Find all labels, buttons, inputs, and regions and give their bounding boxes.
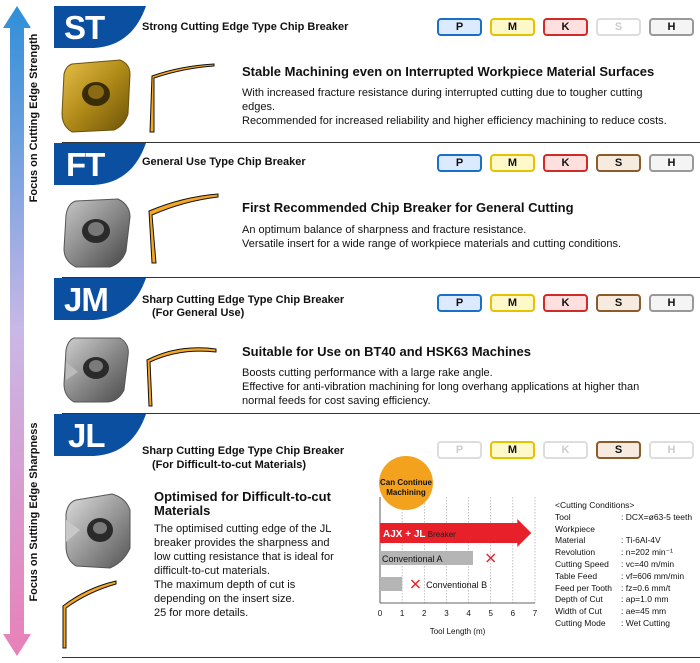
- bar-label-main: AJX + JL: [383, 529, 426, 540]
- section-desc-2: Versatile insert for a wide range of workpiece materials and cutting conditions.: [242, 238, 622, 250]
- section-desc-3: normal feeds for cost saving efficiency.: [242, 395, 431, 407]
- material-m: M: [490, 154, 535, 172]
- section-desc-3: low cutting resistance that is ideal for: [154, 551, 334, 563]
- x-tick-label: 6: [510, 609, 516, 618]
- jm-insert-image: [58, 332, 136, 408]
- section-desc-2: breaker provides the sharpness and: [154, 537, 330, 549]
- material-h: H: [649, 154, 694, 172]
- condition-row: [555, 618, 692, 630]
- material-m: M: [490, 294, 535, 312]
- bar-label-sub: Breaker: [425, 530, 456, 539]
- material-k: K: [543, 18, 588, 36]
- condition-row: [555, 547, 692, 559]
- material-s: S: [596, 18, 641, 36]
- st-edge-profile-icon: [144, 62, 216, 134]
- section-desc-4: difficult-to-cut materials.: [154, 565, 270, 577]
- condition-key: Workpiece: [555, 523, 595, 534]
- section-ft: [62, 143, 700, 276]
- jl-edge-profile-icon: [58, 578, 118, 650]
- x-tick-label: 7: [532, 609, 538, 618]
- section-jm: [62, 278, 700, 411]
- axis-bottom-label: Focus on Sutting Edge Sharpness: [28, 422, 40, 602]
- material-h: H: [649, 294, 694, 312]
- st-insert-image: [58, 56, 136, 136]
- condition-key: Cutting Speed: [555, 558, 609, 569]
- bar-label-conventional-b: Conventional B: [426, 580, 488, 590]
- callout-text-2: Machining: [386, 488, 426, 497]
- failure-x-icon: [411, 580, 419, 588]
- section-desc-5: The maximum depth of cut is: [154, 579, 296, 591]
- section-title: Strong Cutting Edge Type Chip Breaker: [142, 21, 349, 33]
- condition-key: Table Feed: [555, 570, 598, 581]
- condition-row: [555, 594, 692, 606]
- material-p: P: [437, 294, 482, 312]
- material-k: K: [543, 294, 588, 312]
- section-title-line2: (For Difficult-to-cut Materials): [152, 459, 306, 471]
- section-title-line1: Sharp Cutting Edge Type Chip Breaker: [142, 294, 345, 306]
- condition-value: : ae=45 mm: [621, 606, 667, 617]
- x-tick-label: 1: [399, 609, 405, 618]
- condition-key: Cutting Mode: [555, 617, 606, 628]
- material-m: M: [490, 18, 535, 36]
- section-code: JM: [64, 281, 108, 318]
- condition-row: [555, 583, 692, 595]
- section-desc-7: 25 for more details.: [154, 607, 249, 619]
- section-desc-3: Recommended for increased reliability and higher efficiency machining to reduce costs.: [242, 115, 667, 127]
- x-axis-label: Tool Length (m): [429, 627, 486, 636]
- jm-edge-profile-icon: [146, 340, 218, 408]
- condition-value: : Ti-6Al-4V: [621, 535, 661, 546]
- condition-key: Depth of Cut: [555, 594, 603, 605]
- material-p: P: [437, 154, 482, 172]
- condition-row: [555, 571, 692, 583]
- section-desc-2: edges.: [242, 101, 276, 113]
- material-p: P: [437, 441, 482, 459]
- section-headline: First Recommended Chip Breaker for General Cutting: [242, 200, 574, 215]
- material-p: P: [437, 18, 482, 36]
- ft-insert-image: [58, 195, 136, 271]
- section-code: ST: [64, 9, 105, 46]
- section-desc-1: The optimised cutting edge of the JL: [154, 523, 332, 535]
- material-k: K: [543, 154, 588, 172]
- tool-length-chart: [360, 455, 555, 640]
- conditions-header: <Cutting Conditions>: [555, 500, 635, 510]
- condition-key: Feed per Tooth: [555, 582, 613, 593]
- material-s: S: [596, 294, 641, 312]
- condition-key: Width of Cut: [555, 606, 602, 617]
- cutting-conditions: [555, 500, 692, 630]
- material-h: H: [649, 441, 694, 459]
- section-title-line1: Sharp Cutting Edge Type Chip Breaker: [142, 445, 345, 457]
- condition-value: : fz=0.6 mm/t: [621, 582, 671, 593]
- condition-row: [555, 606, 692, 618]
- section-desc-2: Effective for anti-vibration machining for long overhang applications at higher than: [242, 381, 640, 393]
- condition-row: [555, 524, 692, 536]
- section-desc-1: An optimum balance of sharpness and fracture resistance.: [242, 224, 527, 236]
- x-tick-label: 0: [377, 609, 383, 618]
- section-code: FT: [66, 146, 105, 183]
- section-title-line2: (For General Use): [152, 307, 245, 319]
- x-tick-label: 4: [466, 609, 471, 618]
- section-desc-6: depending on the insert size.: [154, 593, 295, 605]
- material-k: K: [543, 441, 588, 459]
- ft-edge-profile-icon: [144, 189, 220, 265]
- section-title: General Use Type Chip Breaker: [142, 156, 306, 168]
- material-h: H: [649, 18, 694, 36]
- x-tick-label: 5: [488, 609, 493, 618]
- condition-value: : n=202 min⁻¹: [621, 547, 673, 558]
- condition-row: [555, 559, 692, 571]
- condition-row: [555, 512, 692, 524]
- condition-row: [555, 535, 692, 547]
- condition-value: : Wet Cutting: [621, 617, 670, 628]
- material-s: S: [596, 441, 641, 459]
- axis-top-label: Focus on Cutting Edge Strength: [28, 33, 40, 203]
- section-headline: Stable Machining even on Interrupted Workpiece Material Surfaces: [242, 64, 655, 79]
- material-m: M: [490, 441, 535, 459]
- jl-insert-image: [62, 490, 136, 572]
- material-s: S: [596, 154, 641, 172]
- bar-label-ajx-jl: [383, 529, 456, 540]
- condition-key: Tool: [555, 511, 571, 522]
- condition-value: : DCX=ø63-5 teeth: [621, 511, 693, 522]
- section-desc-1: Boosts cutting performance with a large rake angle.: [242, 367, 493, 379]
- condition-value: : vc=40 m/min: [621, 558, 675, 569]
- section-headline-line1: Optimised for Difficult-to-cut: [154, 489, 331, 504]
- section-headline-line2: Materials: [154, 503, 211, 518]
- section-headline: Suitable for Use on BT40 and HSK63 Machines: [242, 344, 531, 359]
- condition-value: : vf=606 mm/min: [621, 570, 685, 581]
- strength-sharpness-arrow: [3, 6, 31, 656]
- x-tick-label: 3: [444, 609, 449, 618]
- condition-value: : ap=1.0 mm: [621, 594, 669, 605]
- x-tick-label: 2: [422, 609, 427, 618]
- section-code: JL: [68, 417, 105, 454]
- section-desc-1: With increased fracture resistance during interrupted cutting due to tougher cutting: [242, 87, 643, 99]
- condition-key: Material: [555, 535, 586, 546]
- bar-label-conventional-a: Conventional A: [382, 554, 443, 564]
- callout-text-1: Can Continue: [380, 478, 432, 487]
- section-st: [62, 6, 700, 141]
- bar-conventional-b: [380, 577, 402, 591]
- condition-key: Revolution: [555, 547, 596, 558]
- section-divider: [62, 657, 700, 658]
